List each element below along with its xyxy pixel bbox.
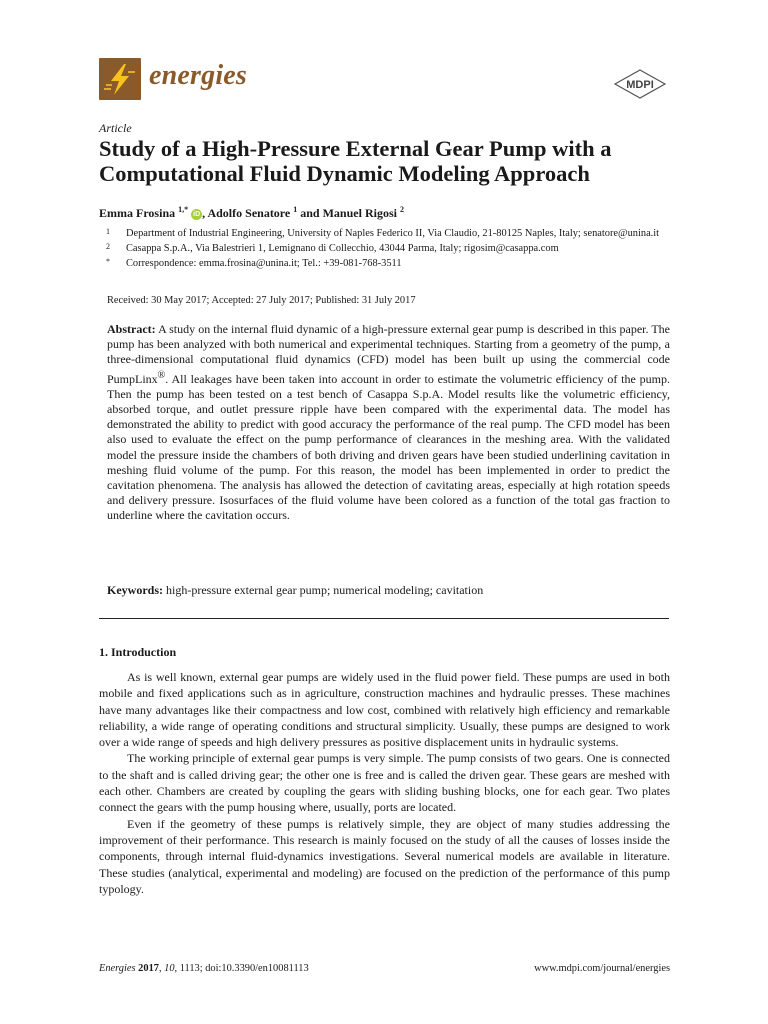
- author-affil-mark: 2: [399, 205, 404, 214]
- orcid-icon[interactable]: iD: [193, 211, 201, 218]
- author-name: Manuel Rigosi: [322, 206, 397, 220]
- body-text: [99, 669, 670, 897]
- footer-doi: , 1113; doi:10.3390/en10081113: [174, 963, 309, 974]
- keywords-label: Keywords:: [107, 583, 163, 597]
- paragraph: As is well known, external gear pumps are widely used in the fluid power field. These pumps are used in both mobile and fixed applications such as in agriculture, construction machines and hydraulic presses. These machines have many advantages like their compactness and low cost, combined with relatively high efficiency and remarkable reliability, a wide range of operating conditions and structural simplicity. Usually, these pumps are designed to work over a wide range of speeds and high delivery pressures as positive displacement units in hydraulic systems.: [99, 670, 670, 750]
- journal-name: energies: [149, 60, 248, 91]
- article-type: Article: [99, 121, 132, 135]
- paragraph: Even if the geometry of these pumps is relatively simple, they are object of many studies addressing the improvement of their performance. This research is mainly focused on the study of all the causes of losses inside the components, through internal fluid-dynamics investigations. Several numerical models are available in literature. These studies (analytical, experimental and modeling) are focused on the prediction of the performance of this pump typology.: [99, 816, 670, 896]
- abstract: [107, 322, 670, 524]
- energies-logo-icon: [99, 58, 141, 100]
- footer-citation: Energies 2017, 10, 1113; doi:10.3390/en10081113: [99, 963, 309, 974]
- author-sep: and: [300, 206, 320, 220]
- author-affil-mark: 1,*: [178, 205, 189, 214]
- correspondence: [106, 256, 672, 271]
- affiliation-mark: 2: [106, 242, 110, 251]
- publisher-name: MDPI: [626, 79, 654, 91]
- footer-volume: 10: [164, 963, 175, 974]
- author-name: Emma Frosina: [99, 206, 176, 220]
- footer-journal: Energies: [99, 963, 136, 974]
- correspondence-text: Correspondence: emma.frosina@unina.it; Tel.: +39-081-768-3511: [126, 258, 402, 269]
- footer-url[interactable]: www.mdpi.com/journal/energies: [534, 963, 670, 974]
- keywords: [107, 583, 670, 598]
- abstract-label: Abstract:: [107, 322, 156, 336]
- abstract-text-cont: . All leakages have been taken into account in order to estimate the volumetric efficiency of the pump. Then the pump has been tested on a test bench of Casappa S.p.A. Model results like the volumetric efficiency, absorbed torque, and outlet pressure ripple have been compared with the experimental data. The model has demonstrated the ability to predict with good accuracy the performance of the real pump. The CFD model has been also used to evaluate the effect on the pump performance of clearances in the meshing area. With the validated model the pressure inside the chambers of both driving and driven gears have been studied underlining cavitation in meshing fluid volume of the pump. For this reason, the model has been implemented in order to predict the cavitation phenomena. The analysis has allowed the detection of cavitating areas, especially at high rotation speeds and delivery pressure. Isosurfaces of the fluid volume have been colored as a function of the total gas fraction to underline where the cavitation occurs.: [107, 371, 670, 523]
- affiliation: [106, 241, 672, 256]
- keywords-text: high-pressure external gear pump; numerical modeling; cavitation: [163, 583, 484, 597]
- section-divider: [99, 618, 669, 619]
- author-list: [99, 205, 404, 221]
- author-sep: ,: [202, 206, 206, 220]
- affiliation: [106, 226, 672, 241]
- abstract-text: A study on the internal fluid dynamic of a high-pressure external gear pump is described in this paper. The pump has been analyzed with both numerical and experimental techniques. Starting from a geometry of the pump, a three-dimensional computational fluid dynamics (CFD) model has been built up using the commercial code PumpLinx: [107, 322, 670, 386]
- affiliation-text: Department of Industrial Engineering, University of Naples Federico II, Via Claudio, 21-80125 Naples, Italy; senatore@unina.it: [126, 228, 660, 239]
- registered-mark: ®: [157, 369, 166, 381]
- paragraph: The working principle of external gear pumps is very simple. The pump consists of two gears. One is connected to the shaft and is called driving gear; the other one is free and is called the driven gear. These gears are meshed with each other. Chambers are created by coupling the gears with sliding bushing blocks, one for each gear. Two plates connect the gears with the pump housing where, usually, ports are located.: [99, 751, 670, 815]
- mdpi-logo: [612, 69, 668, 99]
- author-name: Adolfo Senatore: [207, 206, 291, 220]
- affiliation-list: [106, 226, 672, 271]
- paper-title: Study of a High-Pressure External Gear Pump with a Computational Fluid Dynamic Modeling Approach: [99, 136, 612, 186]
- correspondence-mark: *: [106, 257, 110, 266]
- footer-year: 2017: [138, 963, 159, 974]
- section-heading: 1. Introduction: [99, 645, 177, 659]
- affiliation-text: Casappa S.p.A., Via Balestrieri 1, Lemignano di Collecchio, 43044 Parma, Italy; rigosim@casappa.com: [126, 243, 559, 254]
- affiliation-mark: 1: [106, 227, 110, 236]
- publication-dates: Received: 30 May 2017; Accepted: 27 July 2017; Published: 31 July 2017: [107, 295, 416, 306]
- author-affil-mark: 1: [293, 205, 298, 214]
